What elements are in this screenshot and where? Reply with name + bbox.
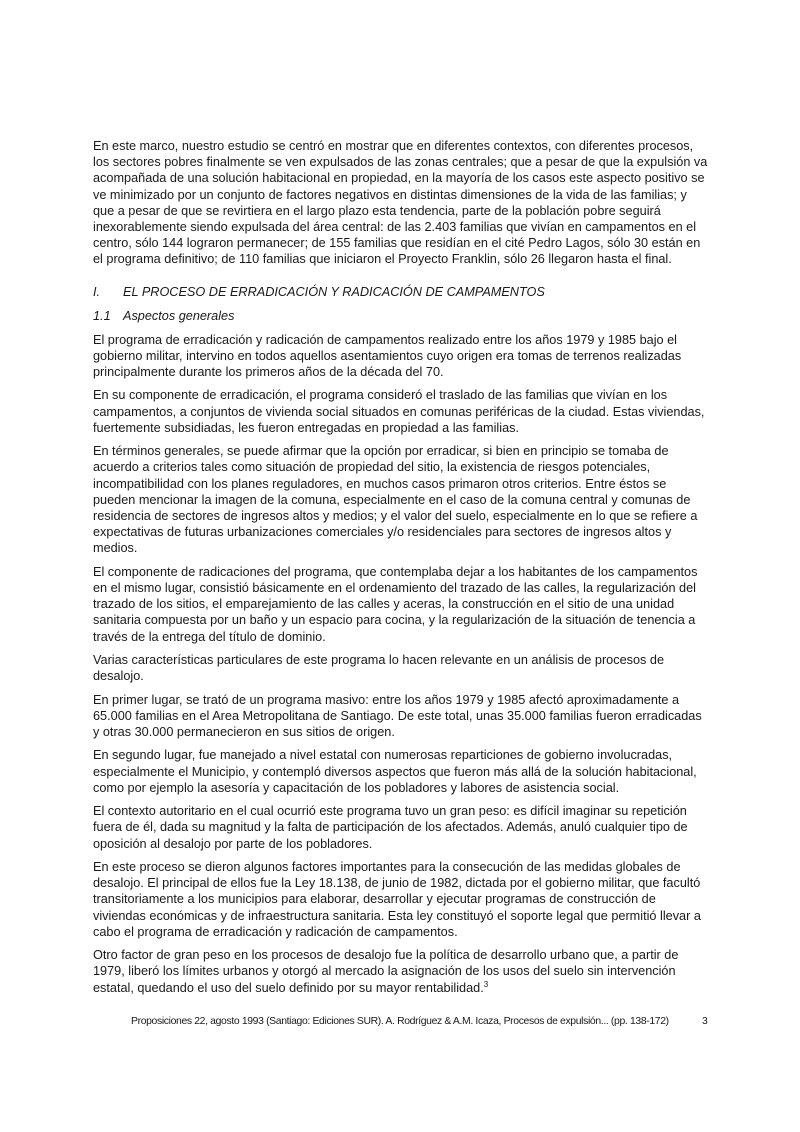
body-paragraph: Varias características particulares de este programa lo hacen relevante en un análisis de procesos de desalojo. — [93, 653, 665, 684]
section-title: EL PROCESO DE ERRADICACIÓN Y RADICACIÓN DE CAMPAMENTOS — [123, 284, 545, 299]
footer-citation: Proposiciones 22, agosto 1993 (Santiago: Ediciones SUR). A. Rodríguez & A.M. Icaza, Procesos de expulsión... (pp. 138-172) — [131, 1016, 669, 1027]
body-paragraph: En primer lugar, se trató de un programa masivo: entre los años 1979 y 1985 afectó aproximadamente a 65.000 familias en el Area Metropolitana de Santiago. De este total, unas 35.000 familias fueron erradicadas y otras 30.000 permanecieron en sus sitios de origen. — [93, 692, 702, 740]
subsection-title: Aspectos generales — [123, 308, 235, 323]
body-paragraph: El contexto autoritario en el cual ocurrió este programa tuvo un gran peso: es difícil imaginar su repetición fuera de él, dada su magnitud y la falta de participación de los afectados. Además, anuló cualquier tipo de oposición al desalojo por parte de los pobladores. — [93, 804, 688, 851]
footnote-reference[interactable]: 3 — [483, 979, 489, 989]
body-paragraph: En este proceso se dieron algunos factores importantes para la consecución de las medidas globales de desalojo. El principal de ellos fue la Ley 18.138, de junio de 1982, dictada por el gobierno militar, que facultó transitoriamente a los municipios para elaborar, desarrollar y ejecutar programas de construcción de viviendas económicas y de infraestructura sanitaria. Esta ley constituyó el soporte legal que permitió llevar a cabo el programa de erradicación y radicación de campamentos. — [93, 860, 701, 939]
body-paragraph: En términos generales, se puede afirmar que la opción por erradicar, si bien en principio se tomaba de acuerdo a criterios tales como situación de propiedad del sitio, la existencia de riesgos potenciales, incompatibilidad con los planes reguladores, en muchos casos primaron otros criterios. Entre éstos se pueden mencionar la imagen de la comuna, especialmente en el caso de la comuna central y comunas de residencia de sectores de ingresos altos y medios; y el valor del suelo, especialmente en lo que se refiere a expectativas de futuras urbanizaciones comerciales y/o residenciales para sectores de ingresos altos y medios. — [93, 444, 698, 556]
intro-paragraph: En este marco, nuestro estudio se centró en mostrar que en diferentes contextos, con diferentes procesos, los sectores pobres finalmente se ven expulsados de las zonas centrales; que a pesar de que la expulsión va acompañada de una solución habitacional en propiedad, en la mayoría de los casos este aspecto positivo se ve minimizado por un conjunto de factores negativos en distintas dimensiones de la vida de las familias; y que a pesar de que se revirtiera en el largo plazo esta tendencia, parte de la población pobre seguirá inexorablemente siendo expulsada del área central: de las 2.403 familias que vivían en campamentos en el centro, sólo 144 lograron permanecer; de 155 familias que residían en el cité Pedro Lagos, sólo 30 están en el programa definitivo; de 110 familias que iniciaron el Proyecto Franklin, sólo 26 llegaron hasta el final. — [93, 139, 708, 267]
subsection-heading — [93, 308, 711, 324]
page-number: 3 — [702, 1016, 708, 1027]
body-paragraph-last — [93, 947, 711, 996]
last-paragraph-text: Otro factor de gran peso en los procesos de desalojo fue la política de desarrollo urbano que, a partir de 1979, liberó los límites urbanos y otorgó al mercado la asignación de los usos del suelo sin intervención estatal, quedando el uso del suelo definido por su mayor rentabilidad. — [93, 948, 679, 995]
body-paragraph: En segundo lugar, fue manejado a nivel estatal con numerosas reparticiones de gobierno involucradas, especialmente el Municipio, y contempló diversos aspectos que fueron más allá de la solución habitacional, como por ejemplo la asesoría y capacitación de los pobladores y labores de asistencia social. — [93, 748, 697, 795]
section-number: I. — [93, 284, 101, 299]
page-footer — [131, 1016, 711, 1027]
body-paragraph: El programa de erradicación y radicación de campamentos realizado entre los años 1979 y 1985 bajo el gobierno militar, intervino en todos aquellos asentamientos cuyo origen era tomas de terrenos realizadas principalmente durante los primeros años de la década del 70. — [93, 332, 682, 380]
body-paragraph: En su componente de erradicación, el programa consideró el traslado de las familias que vivían en los campamentos, a conjuntos de vivienda social situados en comunas periféricas de la ciudad. Estas viviendas, fuertemente subsidiadas, les fueron entregadas en propiedad a las familias. — [93, 388, 705, 435]
body-paragraph: El componente de radicaciones del programa, que contemplaba dejar a los habitantes de los campamentos en el mismo lugar, consistió básicamente en el ordenamiento del trazado de las calles, la regularización del trazado de los sitios, el emparejamiento de las calles y aceras, la construcción en el sitio de una unidad sanitaria compuesta por un baño y un espacio para cocina, y la regularización de la situación de tenencia a través de la entrega del título de dominio. — [93, 564, 698, 644]
page-body — [93, 138, 711, 1003]
subsection-number: 1.1 — [93, 308, 111, 323]
section-heading — [93, 284, 711, 300]
